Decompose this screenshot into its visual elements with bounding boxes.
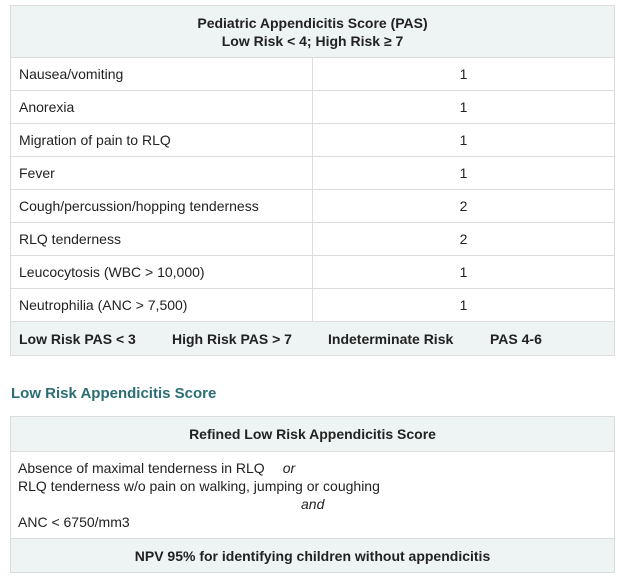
criterion-score: 1 — [313, 256, 615, 289]
criterion-score: 1 — [313, 58, 615, 91]
indeterminate-risk-label: Indeterminate Risk — [328, 330, 454, 347]
criterion-line-1: Absence of maximal tenderness in RLQ — [18, 460, 265, 476]
low-risk-label: Low Risk PAS < 3 — [19, 330, 136, 347]
criterion-label: Nausea/vomiting — [11, 58, 313, 91]
table-row — [11, 124, 615, 157]
criterion-line-3: ANC < 6750/mm3 — [18, 514, 130, 530]
criterion-line-2: RLQ tenderness w/o pain on walking, jumping or coughing — [18, 478, 380, 494]
pas-risk-thresholds: Low Risk < 4; High Risk ≥ 7 — [221, 32, 404, 49]
table-row — [11, 256, 615, 289]
criterion-label: Migration of pain to RLQ — [11, 124, 313, 157]
criterion-score: 1 — [313, 124, 615, 157]
table-row — [11, 289, 615, 322]
criterion-label: Anorexia — [11, 91, 313, 124]
criterion-score: 1 — [313, 289, 615, 322]
table-row — [11, 157, 615, 190]
high-risk-label: High Risk PAS > 7 — [172, 330, 292, 347]
refined-table-footer: NPV 95% for identifying children without appendicitis — [11, 539, 615, 573]
criterion-label: Leucocytosis (WBC > 10,000) — [11, 256, 313, 289]
criterion-score: 2 — [313, 190, 615, 223]
section-heading: Low Risk Appendicitis Score — [11, 385, 217, 402]
criterion-label: Neutrophilia (ANC > 7,500) — [11, 289, 313, 322]
criterion-label: Fever — [11, 157, 313, 190]
table-row — [11, 58, 615, 91]
pas-title: Pediatric Appendicitis Score (PAS) — [197, 14, 428, 31]
refined-table — [10, 416, 615, 573]
table-row — [11, 91, 615, 124]
refined-table-header: Refined Low Risk Appendicitis Score — [11, 417, 615, 452]
table-row — [11, 190, 615, 223]
criterion-score: 1 — [313, 91, 615, 124]
or-connector: or — [282, 460, 296, 476]
and-connector: and — [301, 496, 325, 512]
criterion-label: Cough/percussion/hopping tenderness — [11, 190, 313, 223]
criterion-score: 2 — [313, 223, 615, 256]
pas-table-footer — [11, 322, 615, 356]
table-row — [11, 223, 615, 256]
criterion-label: RLQ tenderness — [11, 223, 313, 256]
pas-table — [10, 5, 615, 356]
refined-criteria — [11, 452, 615, 539]
criterion-score: 1 — [313, 157, 615, 190]
pas-table-header — [11, 6, 615, 58]
indeterminate-range-label: PAS 4-6 — [490, 330, 542, 347]
